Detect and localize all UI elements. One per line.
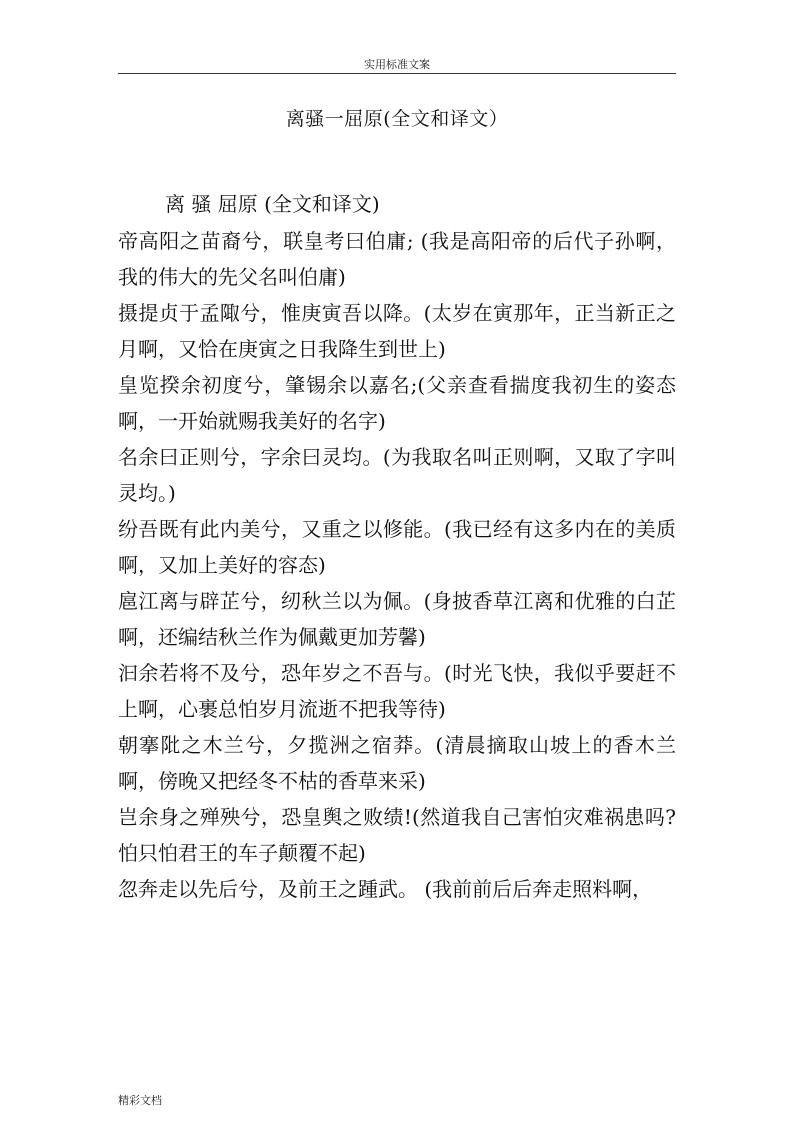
page-header: 实用标准文案 bbox=[364, 58, 430, 71]
page-footer: 精彩文档 bbox=[118, 1094, 162, 1107]
paragraph: 摄提贞于孟陬兮，惟庚寅吾以降。(太岁在寅那年，正当新正之月啊，又恰在庚寅之日我降生到世上) bbox=[118, 301, 676, 361]
paragraph: 朝搴阰之木兰兮，夕揽洲之宿莽。(清晨摘取山坡上的香木兰啊，傍晚又把经冬不枯的香草来采) bbox=[118, 733, 676, 793]
paragraph: 名余曰正则兮，字余曰灵均。(为我取名叫正则啊，又取了字叫灵均。) bbox=[118, 445, 676, 505]
paragraph: 扈江离与辟芷兮，纫秋兰以为佩。(身披香草江离和优雅的白芷啊，还编结秋兰作为佩戴更加芳馨) bbox=[118, 589, 676, 649]
paragraph: 帝高阳之苗裔兮，联皇考曰伯庸; (我是高阳帝的后代子孙啊，我的伟大的先父名叫伯庸) bbox=[118, 229, 676, 289]
document-body bbox=[118, 223, 676, 907]
header-divider bbox=[118, 73, 676, 74]
paragraph: 岂余身之殚殃兮，恐皇舆之败绩!(然道我自己害怕灾难祸患吗?怕只怕君王的车子颠覆不起) bbox=[118, 805, 676, 865]
paragraph: 汩余若将不及兮，恐年岁之不吾与。(时光飞快，我似乎要赶不上啊，心裹总怕岁月流逝不把我等待) bbox=[118, 661, 676, 721]
document-title: 离骚一屈原(全文和译文） bbox=[285, 108, 509, 130]
paragraph: 皇览揆余初度兮，肇锡余以嘉名;(父亲查看揣度我初生的姿态啊，一开始就赐我美好的名字) bbox=[118, 373, 676, 433]
paragraph: 纷吾既有此内美兮，又重之以修能。(我已经有这多内在的美质啊，又加上美好的容态) bbox=[118, 517, 676, 577]
paragraph: 忽奔走以先后兮，及前王之踵武。 (我前前后后奔走照料啊， bbox=[118, 877, 653, 901]
document-subtitle: 离 骚 屈原 (全文和译文) bbox=[165, 192, 380, 216]
